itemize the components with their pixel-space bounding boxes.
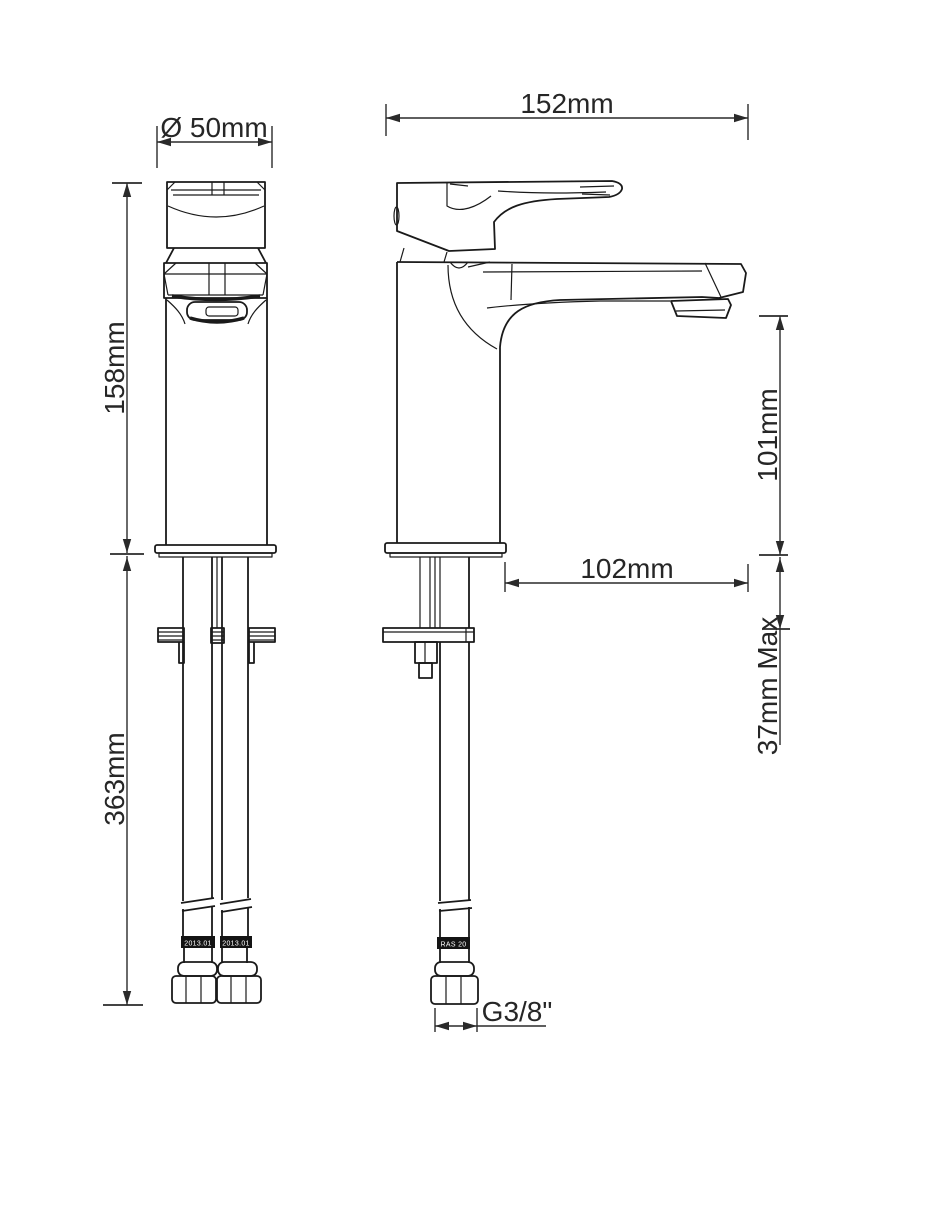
arrow-up-icon xyxy=(123,557,131,571)
dim-body-height-label: 158mm xyxy=(99,321,130,415)
dim-max-deck-thickness-label: 37mm Max xyxy=(752,616,783,756)
front-view xyxy=(155,182,276,1003)
side-mounting-hardware xyxy=(383,557,474,678)
arrow-left-icon xyxy=(386,114,400,122)
arrow-down-icon xyxy=(123,991,131,1005)
hose-band-left-label: 2013.01 xyxy=(184,940,212,948)
arrow-down-icon xyxy=(123,539,131,553)
arrow-right-icon xyxy=(463,1022,477,1030)
side-body-spout xyxy=(397,262,746,543)
dim-spout-clearance xyxy=(752,316,788,555)
dim-spout-reach xyxy=(505,553,748,592)
dim-hose-length xyxy=(99,556,143,1005)
dim-diameter xyxy=(157,112,272,168)
dim-hose-length-label: 363mm xyxy=(99,732,130,826)
side-view xyxy=(383,181,746,1004)
arrow-up-icon xyxy=(123,183,131,197)
front-spout-outlet xyxy=(187,302,247,322)
front-handle xyxy=(167,182,265,248)
front-mounting-hardware xyxy=(158,557,275,663)
dim-overall-length xyxy=(386,88,748,140)
arrow-right-icon xyxy=(734,579,748,587)
arrow-left-icon xyxy=(505,579,519,587)
arrow-right-icon xyxy=(734,114,748,122)
dim-diameter-label: Ø 50mm xyxy=(160,112,268,143)
side-deck-flange xyxy=(385,543,506,557)
hex-nut-front-left xyxy=(172,976,216,1003)
side-handle xyxy=(394,181,622,251)
hose-band-right-label: 2013.01 xyxy=(222,940,250,948)
arrow-down-icon xyxy=(776,541,784,555)
dim-spout-clearance-label: 101mm xyxy=(752,388,783,482)
front-body xyxy=(166,298,267,545)
side-hose xyxy=(431,557,478,1004)
hex-nut-side xyxy=(431,976,478,1004)
dim-max-deck-thickness xyxy=(752,557,790,755)
dim-thread-size xyxy=(435,996,552,1032)
front-neck xyxy=(166,248,266,263)
dim-overall-length-label: 152mm xyxy=(520,88,614,119)
side-aerator xyxy=(671,299,731,318)
arrow-up-icon xyxy=(776,558,784,572)
hex-nut-front-right xyxy=(217,976,261,1003)
arrow-up-icon xyxy=(776,316,784,330)
side-neck xyxy=(400,248,490,268)
arrow-left-icon xyxy=(435,1022,449,1030)
hose-band-side-label: RAS 20 xyxy=(440,941,467,949)
dim-thread-size-label: G3/8" xyxy=(481,996,553,1027)
dim-body-height xyxy=(99,183,144,554)
dimensions xyxy=(99,88,790,1032)
dim-spout-reach-label: 102mm xyxy=(580,553,674,584)
front-cartridge-collar xyxy=(164,263,267,300)
front-deck-flange xyxy=(155,545,276,557)
